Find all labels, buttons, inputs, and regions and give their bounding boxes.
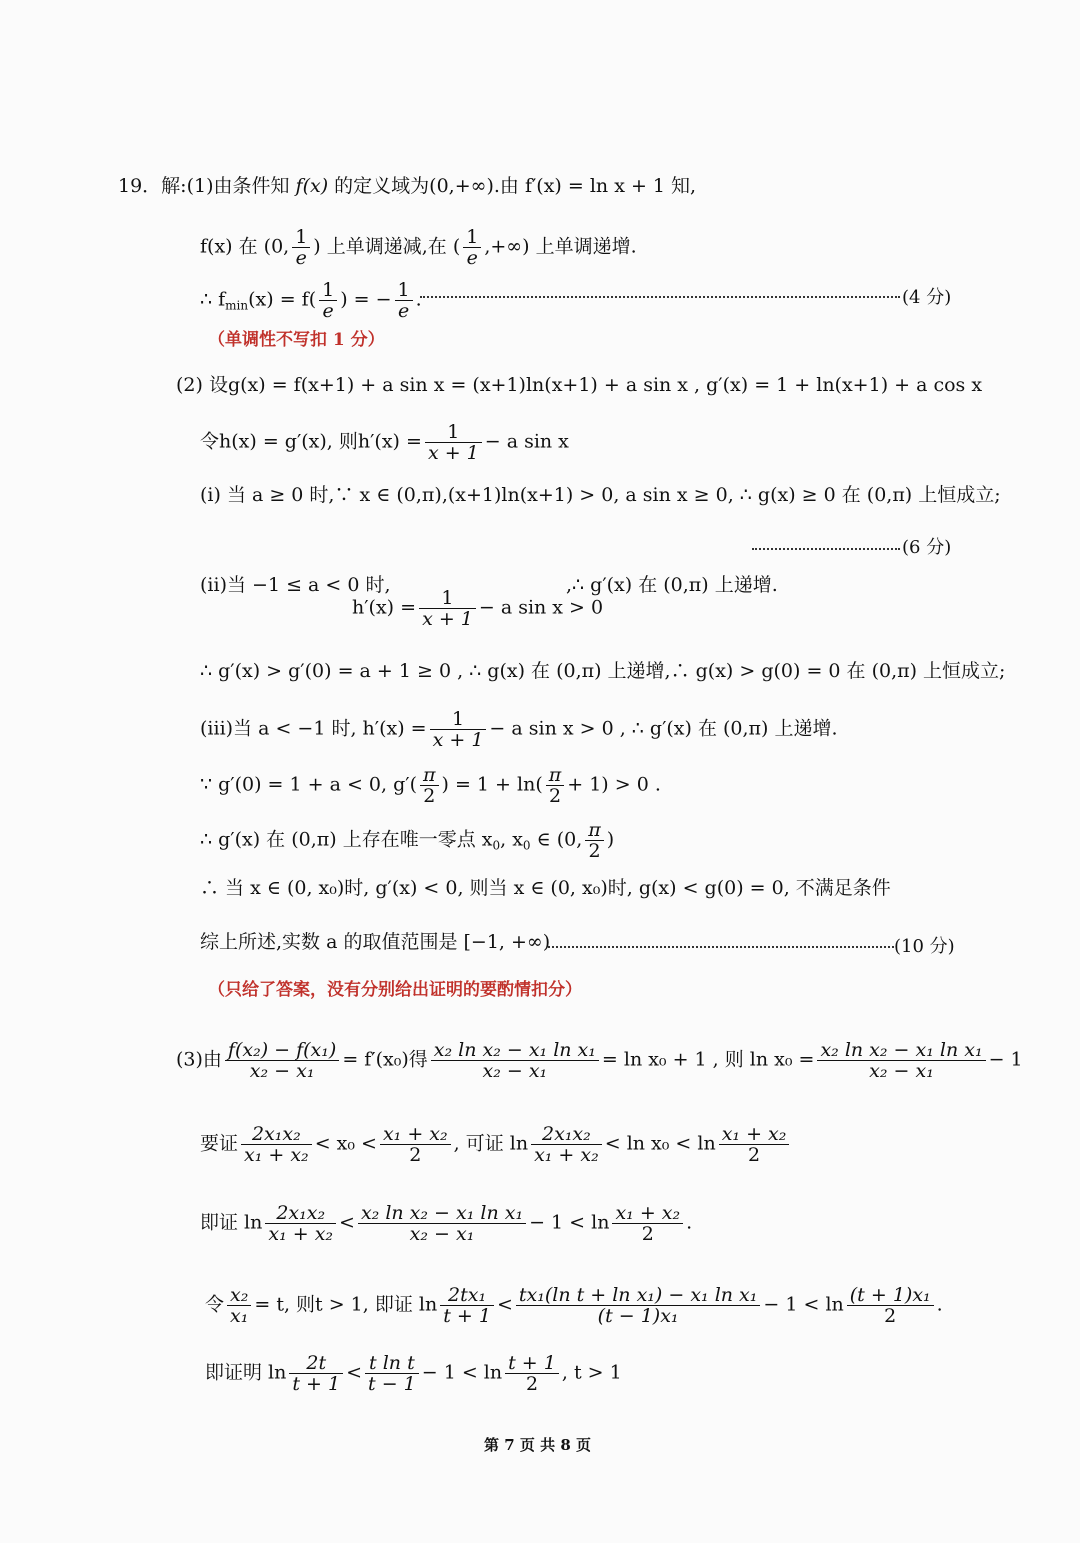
p3-2c: , 可证 ln [453, 1132, 529, 1155]
frac-den: 2 [548, 785, 562, 807]
monotone-b: ) 上单调递减,在 ( [313, 235, 461, 258]
zero-c: ∈ (0, [530, 828, 583, 851]
frac-t-long [516, 1285, 761, 1326]
frac-den: 2 [409, 1144, 422, 1166]
g-values-b: ) = 1 + ln( [441, 773, 543, 796]
g-values [200, 765, 661, 806]
frac-pi-over-2-3 [585, 820, 604, 861]
p3-5a: 即证明 ln [205, 1361, 287, 1384]
frac-den: x₂ − x₁ [249, 1060, 315, 1082]
frac-den: e [397, 300, 410, 322]
part3-line4 [205, 1285, 943, 1326]
frac-1-over-e [292, 227, 310, 268]
frac-tlnt [365, 1353, 419, 1394]
leader-dots-1 [420, 296, 900, 298]
frac-num: tx₁(ln t + ln x₁) − x₁ ln x₁ [516, 1285, 761, 1306]
frac-den: t + 1 [443, 1305, 491, 1327]
fmin-sub: min [225, 298, 249, 313]
frac-pi-over-2 [420, 765, 439, 806]
frac-den: x + 1 [432, 729, 484, 751]
frac-1-over-e-2 [463, 227, 481, 268]
part2-setup: (2) 设g(x) = f(x+1) + a sin x = (x+1)ln(x+1) + a sin x , g′(x) = 1 + ln(x+1) + a cos x [176, 374, 983, 396]
frac-num: 2tx₁ [440, 1285, 494, 1306]
zero-d: ) [606, 828, 615, 851]
part3-line5 [205, 1353, 622, 1394]
frac-den: x₁ + x₂ [534, 1144, 599, 1166]
note-deduction-2: （只给了答案，没有分别给出证明的要酌情扣分） [208, 980, 582, 1000]
hprime: h′(x) = [352, 596, 417, 619]
p3-c: = ln x₀ + 1 , 则 ln x₀ = [601, 1048, 815, 1071]
frac-den: e [295, 247, 307, 269]
frac-num: x₂ ln x₂ − x₁ ln x₁ [358, 1203, 526, 1224]
line-2 [200, 227, 637, 268]
p3-3a: 即证 ln [200, 1211, 263, 1234]
leader-dots-2 [752, 548, 900, 550]
line-3 [200, 280, 422, 321]
frac-den: 2 [588, 840, 601, 862]
page-footer: 第 7 页 共 8 页 [484, 1436, 591, 1454]
frac-num: x₁ + x₂ [612, 1203, 683, 1224]
p3-2b: < x₀ < [314, 1132, 377, 1155]
p3-a: (3)由 [176, 1048, 222, 1071]
frac-avg-2 [719, 1124, 790, 1165]
p3-4b: = t, 则t > 1, 即证 ln [254, 1293, 438, 1316]
frac-den: 2 [423, 785, 436, 807]
fmin-c: ) = − [340, 288, 392, 311]
case-iii-a: (iii)当 a < −1 时, h′(x) = [200, 717, 427, 740]
frac-1-over-x1 [425, 422, 482, 463]
frac-den: x₂ − x₁ [869, 1060, 934, 1082]
frac-den: x₁ + x₂ [268, 1223, 334, 1245]
p3-d: − 1 [988, 1048, 1023, 1071]
case-iii-b: − a sin x > 0 , ∴ g′(x) 在 (0,π) 上递增. [489, 717, 838, 740]
p3-4e: . [936, 1293, 943, 1316]
zero-a: ∴ g′(x) 在 (0,π) 上存在唯一零点 x [200, 828, 493, 851]
p3-4c: < [496, 1293, 513, 1316]
frac-den: t + 1 [292, 1373, 341, 1395]
frac-num: x₁ + x₂ [719, 1124, 790, 1145]
p3-b: = f′(x₀)得 [342, 1048, 428, 1071]
frac-num: (t + 1)x₁ [847, 1285, 934, 1306]
frac-2x1x2-2 [531, 1124, 602, 1165]
frac-num: 1 [430, 709, 487, 730]
counter-case: ∴ 当 x ∈ (0, x₀)时, g′(x) < 0, 则当 x ∈ (0, x₀)时, g(x) < g(0) = 0, 不满足条件 [200, 877, 891, 899]
frac-den: t − 1 [368, 1373, 416, 1395]
frac-num: 1 [425, 422, 482, 443]
frac-den: (t − 1)x₁ [597, 1305, 679, 1327]
frac-2x1x2-3 [265, 1203, 336, 1244]
frac-t1x1 [847, 1285, 934, 1326]
case-i: (i) 当 a ≥ 0 时,∵ x ∈ (0,π),(x+1)ln(x+1) > 0, a sin x ≥ 0, ∴ g(x) ≥ 0 在 (0,π) 上恒成立; [200, 484, 1001, 506]
frac-xlnx-3 [358, 1203, 526, 1244]
frac-num: 1 [319, 280, 337, 301]
frac-num: x₂ ln x₂ − x₁ ln x₁ [817, 1040, 985, 1061]
frac-num: 1 [395, 280, 413, 301]
frac-1-over-x1-2 [419, 588, 476, 629]
p3-5c: − 1 < ln [421, 1361, 503, 1384]
frac-den: 2 [747, 1144, 761, 1166]
frac-den: x₂ − x₁ [409, 1223, 475, 1245]
case-ii-conclusion: ∴ g′(x) > g′(0) = a + 1 ≥ 0 , ∴ g(x) 在 (0,π) 上递增,∴ g(x) > g(0) = 0 在 (0,π) 上恒成立; [200, 660, 1006, 682]
case-ii-tail: ,∴ g′(x) 在 (0,π) 上递增. [566, 574, 778, 596]
fx-label: f(x) [295, 175, 329, 197]
p3-4d: − 1 < ln [763, 1293, 844, 1316]
frac-num: π [585, 820, 604, 841]
p3-2d: < ln x₀ < ln [604, 1132, 716, 1155]
frac-num: 2x₁x₂ [241, 1124, 312, 1145]
summary: 综上所述,实数 a 的取值范围是 [−1, +∞) [200, 931, 551, 953]
frac-1-over-x1-3 [430, 709, 487, 750]
leader-dots-3 [548, 946, 894, 948]
frac-xlnx-2 [817, 1040, 985, 1081]
frac-num: 2x₁x₂ [265, 1203, 336, 1224]
frac-x2-over-x1 [227, 1285, 251, 1326]
h-def-rest: − a sin x [484, 430, 569, 453]
frac-num: π [546, 765, 565, 786]
p3-3d: . [686, 1211, 693, 1234]
score-10: (10 分) [894, 936, 955, 957]
frac-num: x₁ + x₂ [380, 1124, 451, 1145]
frac-den: x + 1 [427, 442, 479, 464]
frac-2t [289, 1353, 343, 1394]
frac-den: e [466, 247, 478, 269]
p3-5d: , t > 1 [561, 1361, 622, 1384]
frac-pi-over-2-2 [546, 765, 565, 806]
h-def: 令h(x) = g′(x), 则h′(x) = [200, 430, 422, 453]
frac-2tx1 [440, 1285, 494, 1326]
frac-den: x₂ − x₁ [482, 1060, 548, 1082]
frac-num: f(x₂) − f(x₁) [225, 1040, 339, 1061]
frac-t1-over-2 [505, 1353, 559, 1394]
g-values-a: ∵ g′(0) = 1 + a < 0, g′( [200, 773, 417, 796]
fmin-d: . [415, 288, 422, 311]
frac-num: 2x₁x₂ [531, 1124, 602, 1145]
frac-den: 2 [525, 1373, 539, 1395]
frac-num: t + 1 [505, 1353, 559, 1374]
frac-den: x₁ [230, 1305, 249, 1327]
frac-avg-3 [612, 1203, 683, 1244]
part3-line2 [200, 1124, 792, 1165]
fmin-a: ∴ f [200, 288, 226, 311]
frac-num: 1 [463, 227, 481, 248]
frac-num: 1 [419, 588, 476, 609]
monotone-c: ,+∞) 上单调递增. [484, 235, 637, 258]
p3-4a: 令 [205, 1293, 225, 1316]
frac-xlnx [431, 1040, 599, 1081]
case-iii [200, 709, 838, 750]
p3-3c: − 1 < ln [529, 1211, 610, 1234]
part3-line3 [200, 1203, 692, 1244]
frac-num: x₂ ln x₂ − x₁ ln x₁ [431, 1040, 599, 1061]
fmin-b: (x) = f( [248, 288, 317, 311]
score-6: (6 分) [902, 537, 952, 558]
note-deduction-1: （单调性不写扣 1 分） [208, 330, 385, 350]
frac-fdiff [225, 1040, 339, 1081]
p3-5b: < [346, 1361, 363, 1384]
frac-1-over-e-4 [395, 280, 413, 321]
frac-num: π [420, 765, 439, 786]
frac-num: 2t [289, 1353, 343, 1374]
frac-2x1x2 [241, 1124, 312, 1165]
frac-den: e [322, 300, 334, 322]
frac-den: x₁ + x₂ [244, 1144, 309, 1166]
zero-point: ∴ g′(x) 在 (0,π) 上存在唯一零点 $x_0$, $x_0$ ∈ (0, $\frac{\pi}{2}$ ) [200, 819, 615, 862]
frac-num: 1 [292, 227, 310, 248]
frac-num: x₂ [227, 1285, 251, 1306]
p3-3b: < [339, 1211, 355, 1234]
frac-num: t ln t [365, 1353, 419, 1374]
score-4: (4 分) [902, 287, 952, 308]
problem-intro: 19．解:(1)由条件知 [118, 175, 290, 197]
frac-avg [380, 1124, 451, 1165]
line-1 [118, 174, 696, 198]
line-6 [200, 422, 569, 463]
monotone-a: f(x) 在 (0, [200, 235, 290, 258]
frac-den: 2 [884, 1305, 897, 1327]
frac-1-over-e-3 [319, 280, 337, 321]
frac-den: 2 [641, 1223, 654, 1245]
g-values-c: + 1) > 0 . [567, 773, 661, 796]
frac-den: x + 1 [422, 608, 473, 630]
case-ii-head: (ii)当 −1 ≤ a < 0 时, [200, 574, 391, 596]
zero-b: , x [500, 828, 523, 851]
part3-line1 [176, 1040, 1023, 1081]
p3-2a: 要证 [200, 1132, 239, 1155]
domain-text: 的定义域为(0,+∞).由 f′(x) = ln x + 1 知, [334, 175, 697, 197]
hprime-rest: − a sin x > 0 [478, 596, 604, 619]
